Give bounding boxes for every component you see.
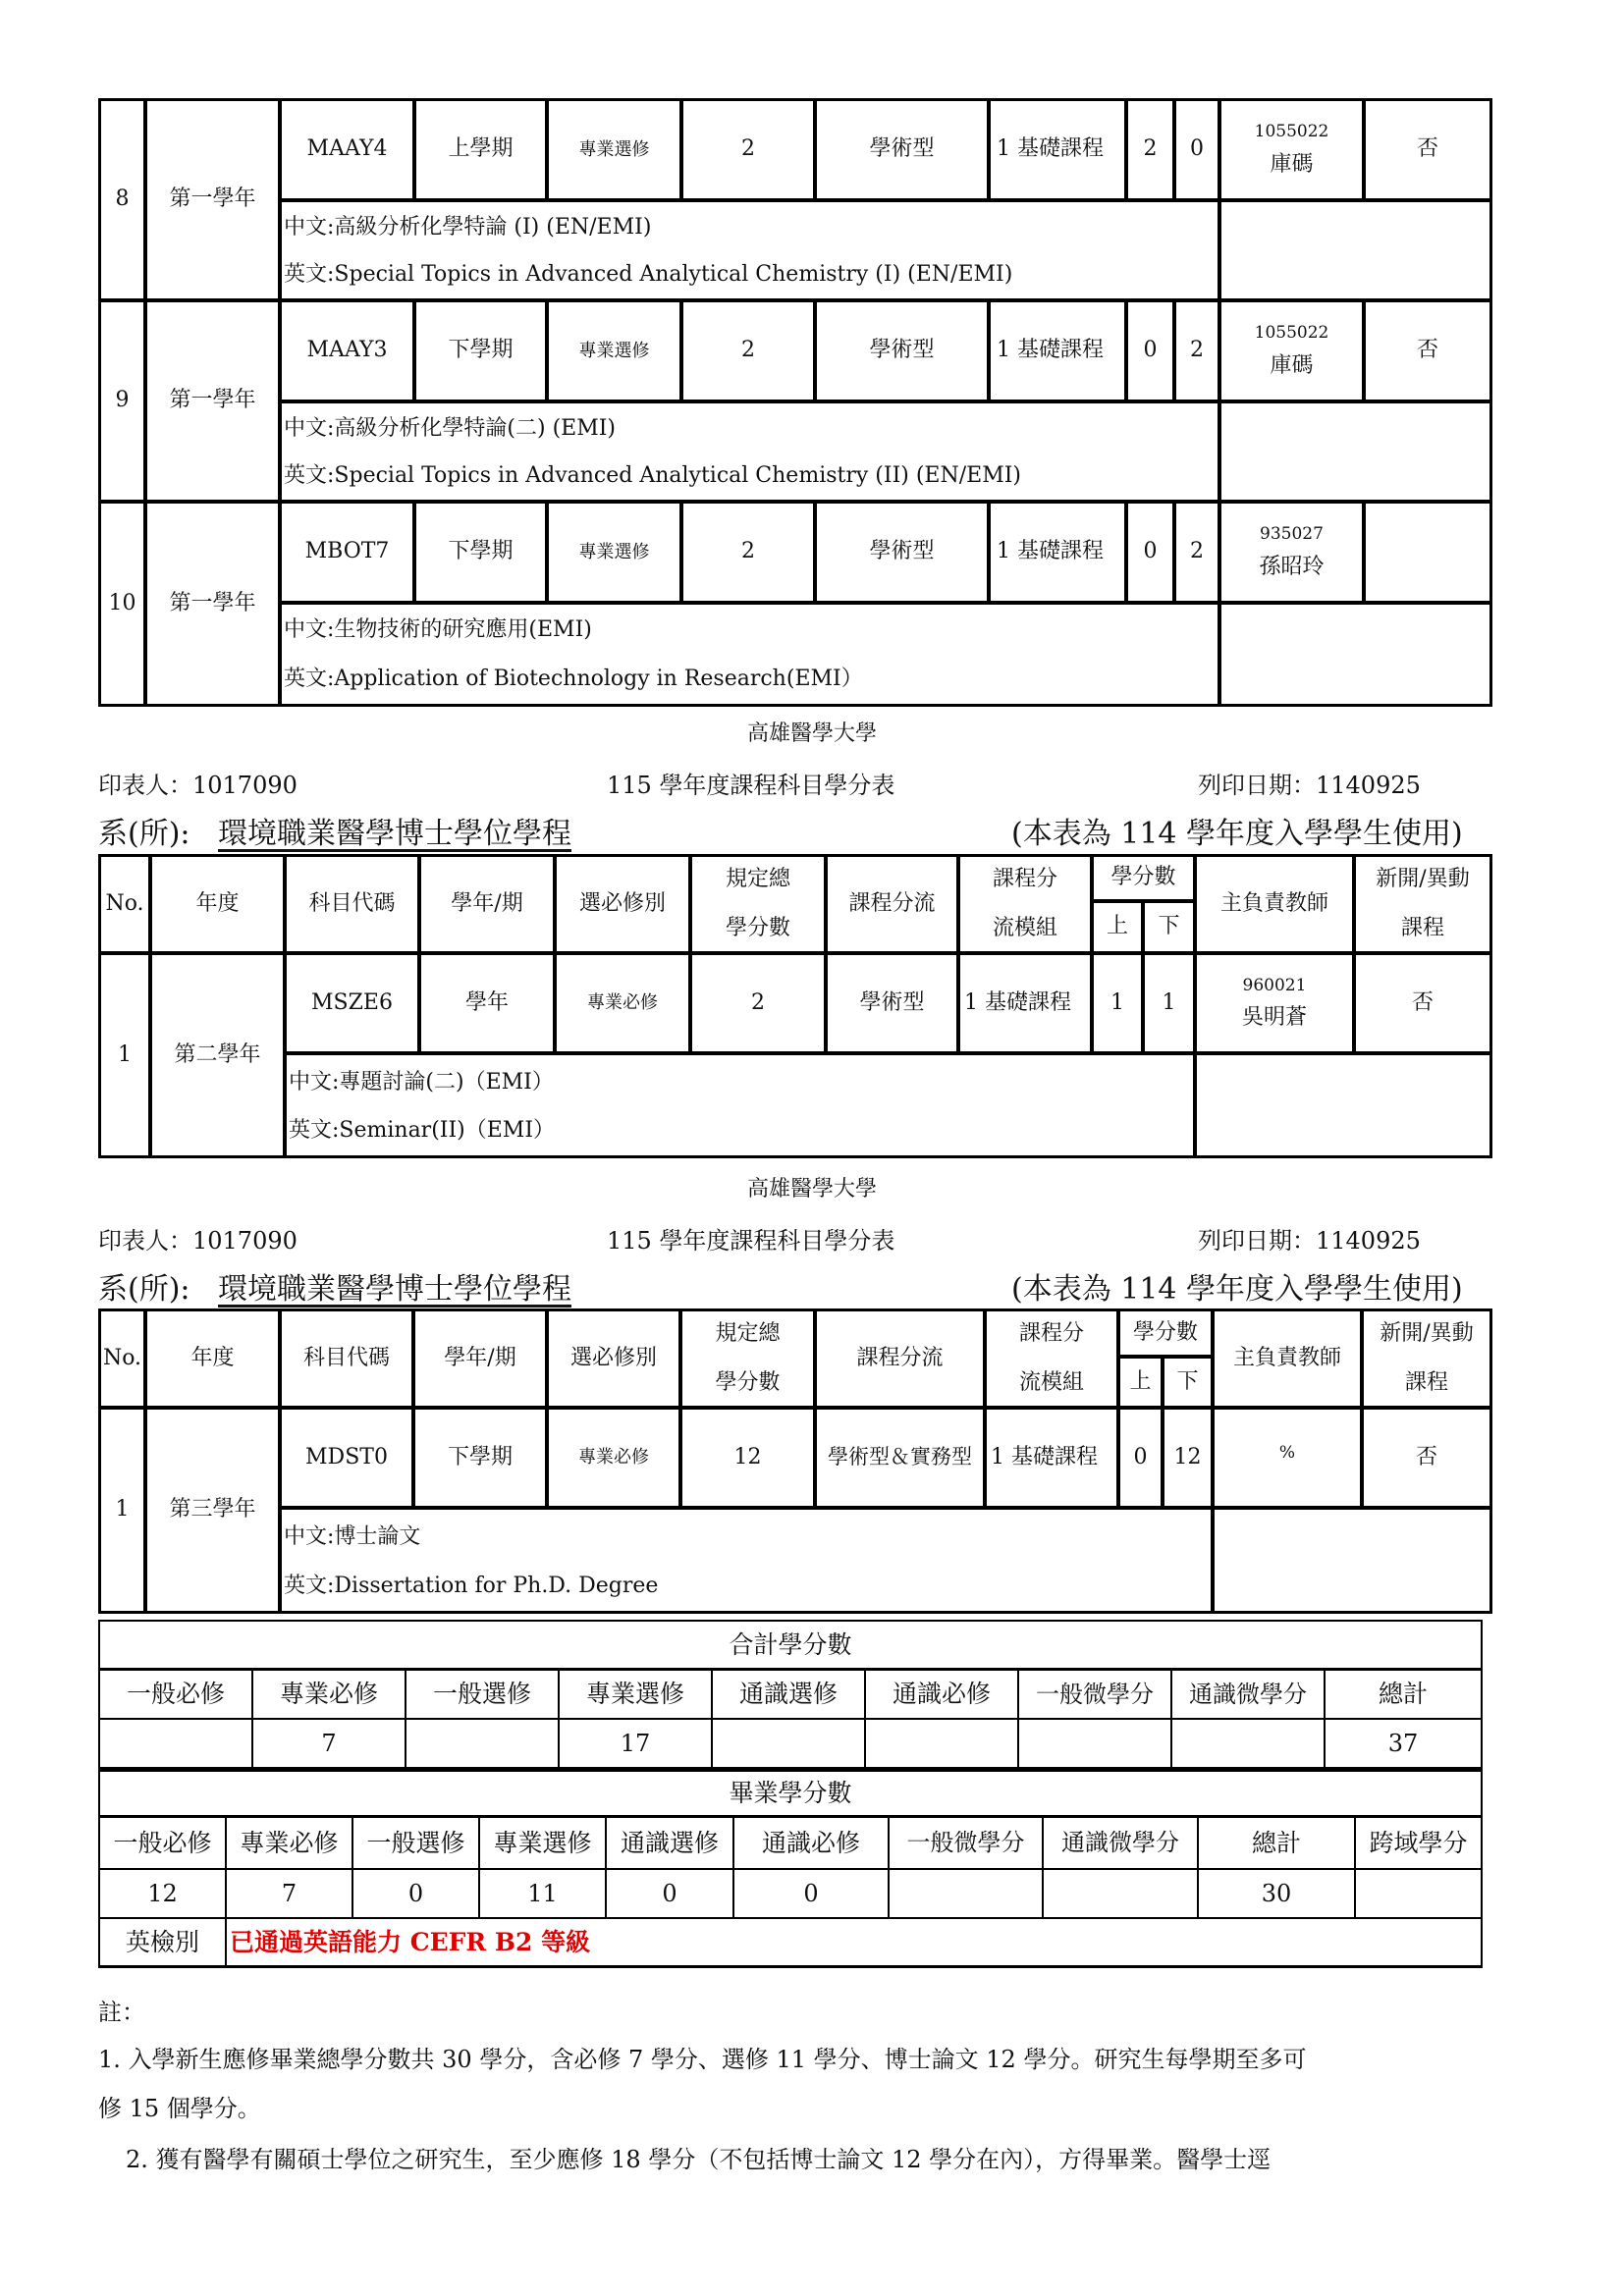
total-value: 17 xyxy=(558,1718,713,1769)
course-term: 下學期 xyxy=(413,299,548,402)
course-type: 專業選修 xyxy=(546,98,682,201)
col-module xyxy=(957,854,1093,954)
english-label: 英檢別 xyxy=(98,1917,227,1968)
credits-down: 2 xyxy=(1173,501,1220,604)
teacher-id: 1055022 xyxy=(1254,323,1329,344)
notes-label: 註： xyxy=(98,1999,145,2026)
row-year: 第一學年 xyxy=(144,98,281,301)
credits-down: 0 xyxy=(1173,98,1220,201)
row-number: 10 xyxy=(98,501,146,707)
course-name-cell xyxy=(279,199,1220,301)
col-credit-split: 學分數 xyxy=(1117,1308,1214,1358)
col-module xyxy=(984,1308,1119,1409)
note-item: 修 15 個學分。 xyxy=(98,2095,261,2122)
blank-cell xyxy=(1212,1507,1492,1614)
course-name-cell xyxy=(279,602,1220,707)
teacher-name: 庫碼 xyxy=(1270,151,1314,177)
course-track: 學術型 xyxy=(814,98,990,201)
course-module: 1 基礎課程 xyxy=(957,952,1093,1054)
blank-cell xyxy=(1218,400,1492,503)
grad-header: 一般選修 xyxy=(352,1816,480,1870)
col-no: No. xyxy=(98,1308,146,1409)
blank-cell xyxy=(1218,602,1492,707)
english-status: 已通過英語能力 CEFR B2 等級 xyxy=(230,1927,591,1956)
credits-up: 0 xyxy=(1117,1407,1164,1509)
teacher-name: 庫碼 xyxy=(1270,352,1314,378)
course-name-zh: 中文:高級分析化學特論(二) (EMI) xyxy=(284,416,617,441)
blank-cell xyxy=(1194,1052,1492,1158)
col-year: 年度 xyxy=(149,854,286,954)
course-name-zh: 中文:高級分析化學特論 (I) (EN/EMI) xyxy=(284,215,652,240)
course-credits: 12 xyxy=(679,1407,816,1509)
total-value xyxy=(98,1718,253,1769)
english-value-cell xyxy=(225,1917,1483,1968)
col-down: 下 xyxy=(1142,900,1196,954)
teacher-name: 吳明蒼 xyxy=(1241,1005,1307,1030)
teacher-cell xyxy=(1194,952,1355,1054)
teacher-id: 960021 xyxy=(1242,975,1307,995)
col-track: 課程分流 xyxy=(814,1308,986,1409)
col-new xyxy=(1361,1308,1492,1409)
total-header: 通識必修 xyxy=(864,1669,1019,1720)
course-module: 1 基礎課程 xyxy=(988,299,1127,402)
total-header: 一般微學分 xyxy=(1017,1669,1172,1720)
col-credits-line1: 規定總 xyxy=(725,867,790,891)
row-year: 第一學年 xyxy=(144,299,281,503)
grad-header: 一般必修 xyxy=(98,1816,227,1870)
col-credits-line2: 學分數 xyxy=(715,1370,781,1395)
teacher-cell xyxy=(1218,501,1365,604)
total-header: 一般選修 xyxy=(405,1669,560,1720)
credits-up: 0 xyxy=(1125,501,1175,604)
row-number: 1 xyxy=(98,1407,146,1614)
total-header: 通識微學分 xyxy=(1170,1669,1326,1720)
new-course-flag: 否 xyxy=(1363,98,1492,201)
col-track: 課程分流 xyxy=(825,854,959,954)
row-year: 第二學年 xyxy=(149,952,286,1158)
grad-value xyxy=(1354,1868,1483,1919)
course-name-cell xyxy=(279,1507,1214,1614)
note-item: 2. 獲有醫學有關碩士學位之研究生，至少應修 18 學分（不包括博士論文 12 學分在內），方得畢業。醫學士逕 xyxy=(126,2146,1272,2173)
total-value: 37 xyxy=(1324,1718,1483,1769)
course-credits: 2 xyxy=(689,952,827,1054)
col-type: 選必修別 xyxy=(546,1308,681,1409)
col-term: 學年/期 xyxy=(412,1308,548,1409)
col-new-line1: 新開/異動 xyxy=(1376,867,1470,891)
grad-value xyxy=(1042,1868,1199,1919)
col-new-line2: 課程 xyxy=(1400,916,1444,940)
teacher-cell xyxy=(1212,1407,1363,1509)
course-code: MSZE6 xyxy=(284,952,420,1054)
course-code: MBOT7 xyxy=(279,501,415,604)
col-module-line1: 課程分 xyxy=(992,867,1057,891)
col-up: 上 xyxy=(1091,900,1144,954)
course-code: MAAY4 xyxy=(279,98,415,201)
col-module-line2: 流模組 xyxy=(992,916,1057,940)
credits-up: 2 xyxy=(1125,98,1175,201)
print-date: 列印日期：1140925 xyxy=(1198,772,1421,799)
course-term: 上學期 xyxy=(413,98,548,201)
course-name-en: 英文:Special Topics in Advanced Analytical Chemistry (I) (EN/EMI) xyxy=(284,262,1013,287)
printer-id: 印表人：1017090 xyxy=(98,1227,298,1255)
teacher-id: % xyxy=(1278,1442,1296,1463)
new-course-flag xyxy=(1363,501,1492,604)
credits-down: 12 xyxy=(1162,1407,1214,1509)
new-course-flag: 否 xyxy=(1353,952,1492,1054)
total-credits-title: 合計學分數 xyxy=(98,1620,1483,1671)
course-name-cell xyxy=(284,1052,1196,1158)
col-module-line1: 課程分 xyxy=(1018,1321,1084,1346)
blank-cell xyxy=(1218,199,1492,301)
grad-header: 跨域學分 xyxy=(1354,1816,1483,1870)
credits-up: 0 xyxy=(1125,299,1175,402)
credits-down: 2 xyxy=(1173,299,1220,402)
total-header: 專業選修 xyxy=(558,1669,713,1720)
col-credit-split: 學分數 xyxy=(1091,854,1196,902)
col-no: No. xyxy=(98,854,151,954)
col-type: 選必修別 xyxy=(554,854,691,954)
teacher-name: 孫昭玲 xyxy=(1259,554,1325,579)
col-credits xyxy=(679,1308,816,1409)
total-value: 7 xyxy=(251,1718,406,1769)
col-year: 年度 xyxy=(144,1308,281,1409)
course-track: 學術型 xyxy=(814,299,990,402)
col-code: 科目代碼 xyxy=(284,854,420,954)
grad-header: 專業必修 xyxy=(225,1816,353,1870)
new-course-flag: 否 xyxy=(1363,299,1492,402)
dept-name: 環境職業醫學博士學位學程 xyxy=(218,1272,571,1307)
col-term: 學年/期 xyxy=(418,854,556,954)
dept-label: 系(所): xyxy=(98,1272,190,1307)
printer-id: 印表人：1017090 xyxy=(98,772,298,799)
col-new-line2: 課程 xyxy=(1404,1370,1448,1395)
course-name-en: 英文:Special Topics in Advanced Analytical Chemistry (II) (EN/EMI) xyxy=(284,463,1021,488)
total-header: 專業必修 xyxy=(251,1669,406,1720)
col-teacher: 主負責教師 xyxy=(1194,854,1355,954)
teacher-cell xyxy=(1218,299,1365,402)
course-term: 學年 xyxy=(418,952,556,1054)
course-type: 專業選修 xyxy=(546,299,682,402)
col-credits-line2: 學分數 xyxy=(725,916,790,940)
credits-down: 1 xyxy=(1142,952,1196,1054)
course-code: MDST0 xyxy=(279,1407,414,1509)
new-course-flag: 否 xyxy=(1361,1407,1492,1509)
teacher-id: 1055022 xyxy=(1254,122,1329,142)
university-name: 高雄醫學大學 xyxy=(746,1177,877,1201)
course-name-en: 英文:Dissertation for Ph.D. Degree xyxy=(284,1573,659,1598)
grad-header: 通識微學分 xyxy=(1042,1816,1199,1870)
col-code: 科目代碼 xyxy=(279,1308,414,1409)
grad-value: 12 xyxy=(98,1868,227,1919)
total-value xyxy=(711,1718,866,1769)
row-number: 9 xyxy=(98,299,146,503)
course-name-en: 英文:Seminar(II)（EMI） xyxy=(289,1118,556,1143)
col-down: 下 xyxy=(1162,1356,1214,1409)
teacher-cell xyxy=(1218,98,1365,201)
course-type: 專業必修 xyxy=(546,1407,681,1509)
table-title: 115 學年度課程科目學分表 xyxy=(607,772,895,799)
course-name-zh: 中文:生物技術的研究應用(EMI) xyxy=(284,617,592,642)
grad-value: 11 xyxy=(478,1868,607,1919)
col-new xyxy=(1353,854,1492,954)
course-module: 1 基礎課程 xyxy=(988,501,1127,604)
grad-header: 總計 xyxy=(1197,1816,1356,1870)
table-title: 115 學年度課程科目學分表 xyxy=(607,1227,895,1255)
course-credits: 2 xyxy=(680,98,816,201)
university-name: 高雄醫學大學 xyxy=(746,721,877,746)
print-date: 列印日期：1140925 xyxy=(1198,1227,1421,1255)
applies-to: (本表為 114 學年度入學學生使用) xyxy=(1011,817,1463,851)
total-value xyxy=(864,1718,1019,1769)
row-year: 第一學年 xyxy=(144,501,281,707)
course-term: 下學期 xyxy=(412,1407,548,1509)
dept-name: 環境職業醫學博士學位學程 xyxy=(218,817,571,851)
course-code: MAAY3 xyxy=(279,299,415,402)
col-credits xyxy=(689,854,827,954)
course-module: 1 基礎課程 xyxy=(988,98,1127,201)
total-value xyxy=(1017,1718,1172,1769)
grad-value: 30 xyxy=(1197,1868,1356,1919)
col-teacher: 主負責教師 xyxy=(1212,1308,1363,1409)
grad-header: 專業選修 xyxy=(478,1816,607,1870)
col-credits-line1: 規定總 xyxy=(715,1321,781,1346)
total-value xyxy=(1170,1718,1326,1769)
course-name-zh: 中文:博士論文 xyxy=(284,1524,421,1549)
grad-header: 通識必修 xyxy=(732,1816,890,1870)
col-module-line2: 流模組 xyxy=(1018,1370,1084,1395)
course-track: 學術型 xyxy=(825,952,959,1054)
note-item: 1. 入學新生應修畢業總學分數共 30 學分，含必修 7 學分、選修 11 學分、博士論文 12 學分。研究生每學期至多可 xyxy=(98,2046,1307,2073)
row-number: 8 xyxy=(98,98,146,301)
grad-header: 一般微學分 xyxy=(888,1816,1044,1870)
course-type: 專業選修 xyxy=(546,501,682,604)
applies-to: (本表為 114 學年度入學學生使用) xyxy=(1011,1272,1463,1307)
course-track: 學術型＆實務型 xyxy=(814,1407,986,1509)
grad-value: 0 xyxy=(605,1868,734,1919)
course-type: 專業必修 xyxy=(554,952,691,1054)
course-name-cell xyxy=(279,400,1220,503)
dept-label: 系(所): xyxy=(98,817,190,851)
total-header: 總計 xyxy=(1324,1669,1483,1720)
col-new-line1: 新開/異動 xyxy=(1380,1321,1474,1346)
row-number: 1 xyxy=(98,952,151,1158)
course-name-zh: 中文:專題討論(二)（EMI） xyxy=(289,1070,554,1095)
grad-value: 0 xyxy=(732,1868,890,1919)
grad-header: 通識選修 xyxy=(605,1816,734,1870)
teacher-id: 935027 xyxy=(1260,524,1324,545)
grad-value: 0 xyxy=(352,1868,480,1919)
total-header: 通識選修 xyxy=(711,1669,866,1720)
row-year: 第三學年 xyxy=(144,1407,281,1614)
total-header: 一般必修 xyxy=(98,1669,253,1720)
grad-value: 7 xyxy=(225,1868,353,1919)
course-credits: 2 xyxy=(680,501,816,604)
course-module: 1 基礎課程 xyxy=(984,1407,1119,1509)
course-term: 下學期 xyxy=(413,501,548,604)
col-up: 上 xyxy=(1117,1356,1164,1409)
course-track: 學術型 xyxy=(814,501,990,604)
total-value xyxy=(405,1718,560,1769)
grad-value xyxy=(888,1868,1044,1919)
graduation-title: 畢業學分數 xyxy=(98,1769,1483,1818)
course-name-en: 英文:Application of Biotechnology in Research(EMI） xyxy=(284,666,863,691)
credits-up: 1 xyxy=(1091,952,1144,1054)
course-credits: 2 xyxy=(680,299,816,402)
